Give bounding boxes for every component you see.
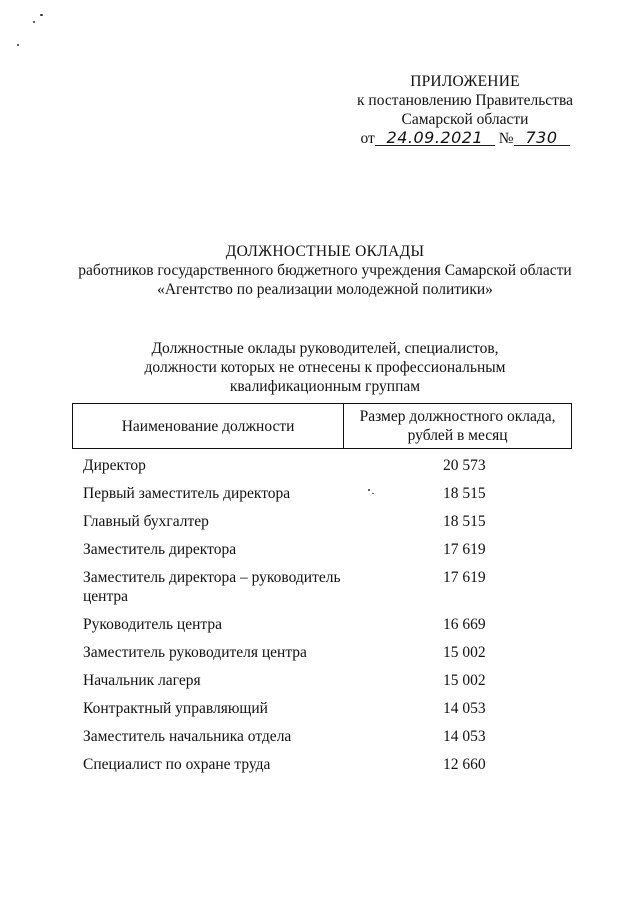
salary-value: 20 573: [443, 457, 486, 474]
table-row: [83, 540, 543, 559]
appendix-line-3: Самарской области: [401, 111, 529, 128]
table-row: [83, 456, 543, 475]
salary-value: 18 515: [443, 485, 486, 502]
column-header-salary-line-1: Размер должностного оклада,: [359, 408, 556, 425]
subtitle-line-1: Должностные оклады руководителей, специалистов,: [151, 340, 499, 357]
position-name: Заместитель директора – руководитель центра: [83, 569, 341, 605]
document-title: [0, 242, 640, 299]
salary-value: 15 002: [443, 672, 486, 689]
table-row: [83, 643, 543, 662]
table-row: [83, 755, 543, 774]
table-row: [83, 727, 543, 746]
position-name: Главный бухгалтер: [83, 513, 209, 530]
appendix-line-2: к постановлению Правительства: [357, 92, 573, 109]
salary-value: 17 619: [443, 569, 486, 586]
table-row: [83, 615, 543, 634]
position-name: Контрактный управляющий: [83, 700, 268, 717]
position-name: Первый заместитель директора: [83, 485, 291, 502]
salary-value: 17 619: [443, 541, 486, 558]
number-prefix: №: [498, 130, 514, 147]
title-line-2: работников государственного бюджетного учреждения Самарской области: [78, 262, 572, 279]
table-row: [83, 671, 543, 690]
title-heading: ДОЛЖНОСТНЫЕ ОКЛАДЫ: [225, 243, 425, 260]
title-line-3: «Агентство по реализации молодежной политики»: [157, 281, 493, 298]
handwritten-number: 730: [514, 130, 570, 146]
table-row: [83, 568, 543, 606]
salary-value: 12 660: [443, 756, 486, 773]
scan-speck: [17, 44, 19, 46]
table-row: [83, 512, 543, 531]
salary-value: 18 515: [443, 513, 486, 530]
subtitle-line-2: должности которых не отнесены к профессиональным: [144, 359, 506, 376]
column-header-salary-line-2: рублей в месяц: [407, 427, 508, 444]
salary-value: 14 053: [443, 728, 486, 745]
salary-value: 15 002: [443, 644, 486, 661]
table-row: [83, 699, 543, 718]
position-name: Специалист по охране труда: [83, 756, 271, 773]
date-prefix: от: [360, 130, 375, 147]
salary-value: 14 053: [443, 700, 486, 717]
salary-table: [72, 403, 572, 449]
table-body: [83, 456, 543, 774]
position-name: Начальник лагеря: [83, 672, 201, 689]
appendix-date-line: [345, 129, 585, 148]
column-header-position: Наименование должности: [73, 404, 344, 449]
table-header: [72, 403, 572, 449]
salary-value: 16 669: [443, 616, 486, 633]
position-name: Заместитель руководителя центра: [83, 644, 307, 661]
position-name: Заместитель директора: [83, 541, 237, 558]
position-name: Руководитель центра: [83, 616, 222, 633]
position-name: Заместитель начальника отдела: [83, 728, 292, 745]
scan-speck: [33, 21, 35, 23]
appendix-heading: ПРИЛОЖЕНИЕ: [410, 73, 520, 90]
section-subtitle: [0, 339, 640, 396]
position-name: Директор: [83, 457, 146, 474]
appendix-block: [345, 72, 585, 148]
handwritten-date: 24.09.2021: [375, 130, 495, 146]
scan-speck: [40, 14, 43, 16]
subtitle-line-3: квалификационным группам: [229, 378, 421, 395]
table-row: [83, 484, 543, 503]
column-header-salary: [344, 404, 572, 449]
